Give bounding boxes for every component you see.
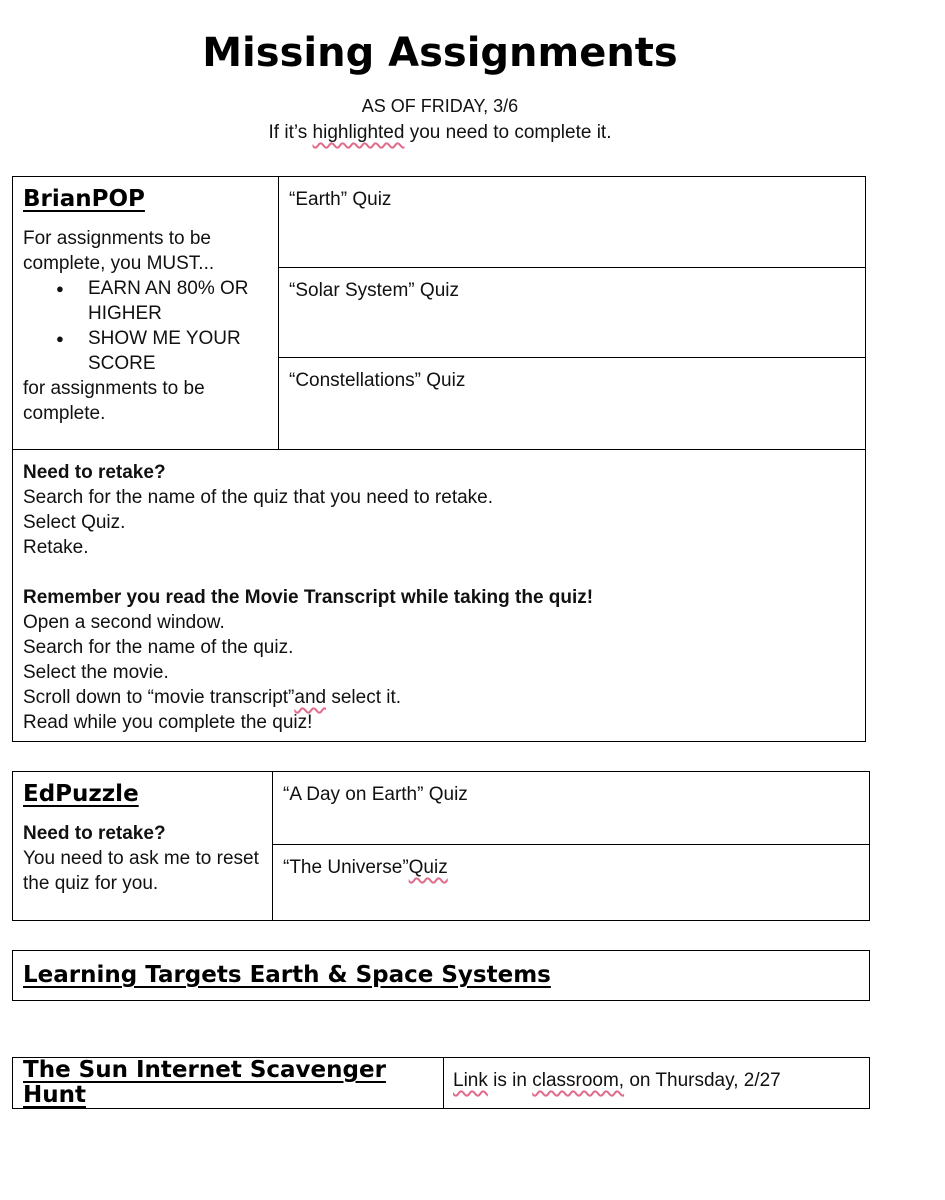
quiz-cell-day-on-earth xyxy=(273,772,870,845)
transcript-heading: Remember you read the Movie Transcript while taking the quiz! xyxy=(23,587,594,608)
sun-hunt-title-cell xyxy=(13,1058,444,1109)
learning-targets-table xyxy=(12,950,870,1001)
step-highlight-word: and xyxy=(294,687,327,708)
brainpop-instructions-cell xyxy=(13,450,866,742)
step-text: Scroll down to “movie transcript” xyxy=(23,687,295,708)
edpuzzle-table xyxy=(12,771,870,921)
sun-hunt-table xyxy=(12,1057,870,1109)
requirements-list xyxy=(23,276,278,376)
quiz-universe-highlight: Quiz xyxy=(408,857,448,878)
page-title: Missing Assignments xyxy=(202,30,678,76)
as-of-date: AS OF FRIDAY, 3/6 xyxy=(361,96,519,116)
quiz-cell-constellations xyxy=(279,358,866,450)
classroom-word: classroom, xyxy=(532,1070,625,1091)
highlight-note xyxy=(0,122,880,144)
retake-heading: Need to retake? xyxy=(23,462,166,483)
edpuzzle-retake-text: You need to ask me to reset the quiz for you. xyxy=(23,848,259,894)
link-word: Link xyxy=(453,1070,488,1091)
edpuzzle-retake-heading: Need to retake? xyxy=(23,823,166,844)
quiz-cell-earth xyxy=(279,177,866,268)
retake-step: Select Quiz. xyxy=(23,512,126,533)
step-text: select it. xyxy=(326,687,402,708)
quiz-constellations: “Constellations” Quiz xyxy=(289,370,466,391)
transcript-step: Open a second window. xyxy=(23,612,225,633)
transcript-step xyxy=(23,685,865,710)
learning-targets-heading: Learning Targets Earth & Space Systems xyxy=(23,962,551,988)
transcript-step: Search for the name of the quiz. xyxy=(23,637,294,658)
quiz-cell-solar-system xyxy=(279,268,866,358)
quiz-earth: “Earth” Quiz xyxy=(289,189,392,210)
requirement-item: ● EARN AN 80% OR HIGHER xyxy=(88,276,278,326)
info-text: is in xyxy=(487,1070,533,1091)
retake-step: Search for the name of the quiz that you need to retake. xyxy=(23,487,494,508)
brainpop-heading: BrianPOP xyxy=(23,186,145,212)
transcript-step: Read while you complete the quiz! xyxy=(23,712,313,733)
sun-hunt-info xyxy=(444,1058,869,1093)
sun-hunt-info-cell xyxy=(444,1058,870,1109)
sun-hunt-heading: The Sun Internet Scavenger Hunt xyxy=(23,1057,386,1108)
brainpop-info-cell xyxy=(13,177,279,450)
requirement-item: ● SHOW ME YOUR SCORE xyxy=(88,326,278,376)
note-text-before: If it’s xyxy=(268,122,313,143)
info-text: on Thursday, 2/27 xyxy=(624,1070,781,1091)
quiz-universe-title: “The Universe” xyxy=(283,857,409,878)
brainpop-intro: For assignments to be complete, you MUST... xyxy=(23,228,215,274)
note-highlight-word: highlighted xyxy=(312,122,405,143)
quiz-cell-universe xyxy=(273,845,870,921)
transcript-step: Select the movie. xyxy=(23,662,169,683)
quiz-day-on-earth: “A Day on Earth” Quiz xyxy=(283,784,468,805)
note-text-after: you need to complete it. xyxy=(404,122,612,143)
learning-targets-cell xyxy=(13,951,870,1001)
quiz-solar-system: “Solar System” Quiz xyxy=(289,280,459,301)
edpuzzle-info-cell xyxy=(13,772,273,921)
quiz-universe xyxy=(273,845,869,880)
edpuzzle-heading: EdPuzzle xyxy=(23,781,139,807)
brainpop-outro: for assignments to be complete. xyxy=(23,378,205,424)
brainpop-table xyxy=(12,176,866,742)
retake-step: Retake. xyxy=(23,537,89,558)
